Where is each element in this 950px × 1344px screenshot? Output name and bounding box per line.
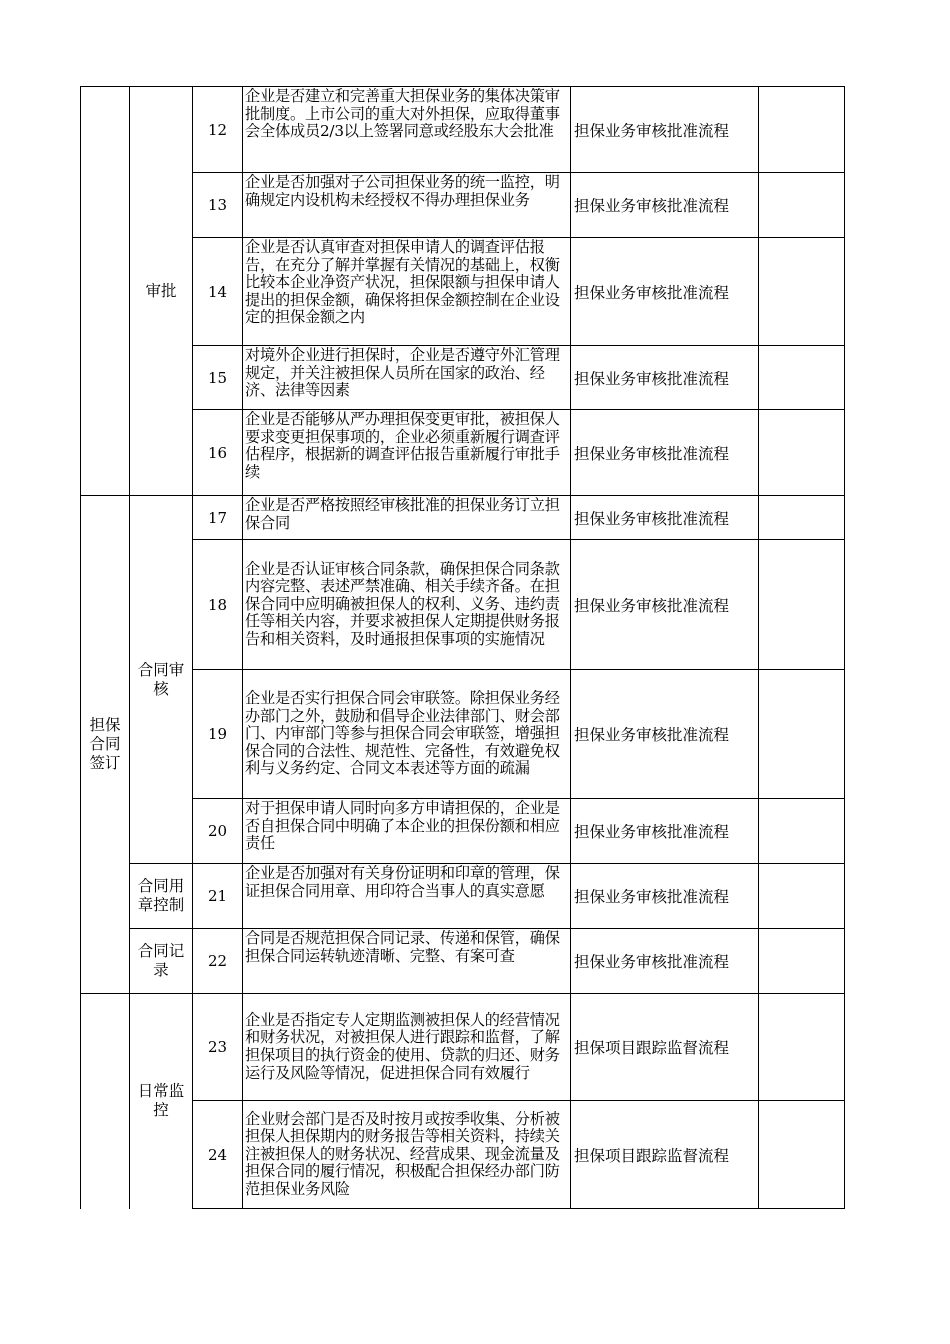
subcategory-cell: 日常监控 <box>130 994 193 1209</box>
blank-cell <box>759 864 845 929</box>
table-row <box>81 1101 845 1209</box>
row-number: 18 <box>193 540 243 670</box>
category-cell <box>81 994 130 1209</box>
process-name: 担保业务审核批准流程 <box>571 540 759 670</box>
row-number: 22 <box>193 929 243 994</box>
blank-cell <box>759 540 845 670</box>
table-row <box>81 496 845 540</box>
row-number: 14 <box>193 238 243 346</box>
row-number: 19 <box>193 670 243 799</box>
blank-cell <box>759 346 845 410</box>
control-description: 对境外企业进行担保时，企业是否遵守外汇管理规定，并关注被担保人员所在国家的政治、经济、法律等因素 <box>243 346 571 410</box>
blank-cell <box>759 929 845 994</box>
control-description: 企业是否能够从严办理担保变更审批，被担保人要求变更担保事项的，企业必须重新履行调查评估程序，根据新的调查评估报告重新履行审批手续 <box>243 410 571 496</box>
blank-cell <box>759 799 845 864</box>
process-name: 担保业务审核批准流程 <box>571 173 759 238</box>
row-number: 17 <box>193 496 243 540</box>
table-row <box>81 238 845 346</box>
row-number: 15 <box>193 346 243 410</box>
blank-cell <box>759 87 845 173</box>
table-row <box>81 410 845 496</box>
process-name: 担保项目跟踪监督流程 <box>571 994 759 1101</box>
subcategory-cell: 合同记录 <box>130 929 193 994</box>
control-description: 企业是否指定专人定期监测被担保人的经营情况和财务状况，对被担保人进行跟踪和监督，了解担保项目的执行资金的使用、贷款的归还、财务运行及风险等情况，促进担保合同有效履行 <box>243 994 571 1101</box>
row-number: 13 <box>193 173 243 238</box>
control-description: 企业是否实行担保合同会审联签。除担保业务经办部门之外，鼓励和倡导企业法律部门、财会部门、内审部门等参与担保合同会审联签，增强担保合同的合法性、规范性、完备性，有效避免权利与义务约定、合同文本表述等方面的疏漏 <box>243 670 571 799</box>
row-number: 16 <box>193 410 243 496</box>
blank-cell <box>759 173 845 238</box>
row-number: 21 <box>193 864 243 929</box>
table-row <box>81 929 845 994</box>
table-row <box>81 346 845 410</box>
control-description: 企业是否加强对子公司担保业务的统一监控，明确规定内设机构未经授权不得办理担保业务 <box>243 173 571 238</box>
subcategory-cell: 合同用章控制 <box>130 864 193 929</box>
control-description: 企业是否认证审核合同条款，确保担保合同条款内容完整、表述严禁准确、相关手续齐备。在担保合同中应明确被担保人的权利、义务、违约责任等相关内容，并要求被担保人定期提供财务报告和相关资料，及时通报担保事项的实施情况 <box>243 540 571 670</box>
subcategory-cell: 合同审核 <box>130 496 193 864</box>
table-row <box>81 864 845 929</box>
subcategory-cell: 审批 <box>130 87 193 496</box>
blank-cell <box>759 410 845 496</box>
category-cell: 担保合同签订 <box>81 496 130 994</box>
blank-cell <box>759 994 845 1101</box>
process-name: 担保业务审核批准流程 <box>571 496 759 540</box>
process-name: 担保业务审核批准流程 <box>571 799 759 864</box>
control-description: 对于担保申请人同时向多方申请担保的，企业是否自担保合同中明确了本企业的担保份额和相应责任 <box>243 799 571 864</box>
table-row <box>81 994 845 1101</box>
process-name: 担保业务审核批准流程 <box>571 864 759 929</box>
process-name: 担保项目跟踪监督流程 <box>571 1101 759 1209</box>
process-name: 担保业务审核批准流程 <box>571 87 759 173</box>
process-name: 担保业务审核批准流程 <box>571 346 759 410</box>
table-row <box>81 87 845 173</box>
control-description: 企业是否加强对有关身份证明和印章的管理，保证担保合同用章、用印符合当事人的真实意愿 <box>243 864 571 929</box>
row-number: 20 <box>193 799 243 864</box>
table-row <box>81 173 845 238</box>
table-row <box>81 670 845 799</box>
process-name: 担保业务审核批准流程 <box>571 929 759 994</box>
process-name: 担保业务审核批准流程 <box>571 238 759 346</box>
control-description: 企业财会部门是否及时按月或按季收集、分析被担保人担保期内的财务报告等相关资料，持续关注被担保人的财务状况、经营成果、现金流量及担保合同的履行情况，积极配合担保经办部门防范担保业务风险 <box>243 1101 571 1209</box>
process-name: 担保业务审核批准流程 <box>571 670 759 799</box>
blank-cell <box>759 670 845 799</box>
blank-cell <box>759 1101 845 1209</box>
guarantee-control-table <box>80 86 845 1209</box>
process-name: 担保业务审核批准流程 <box>571 410 759 496</box>
table-row <box>81 540 845 670</box>
category-cell <box>81 87 130 496</box>
row-number: 12 <box>193 87 243 173</box>
blank-cell <box>759 496 845 540</box>
control-description: 合同是否规范担保合同记录、传递和保管，确保担保合同运转轨迹清晰、完整、有案可查 <box>243 929 571 994</box>
blank-cell <box>759 238 845 346</box>
row-number: 24 <box>193 1101 243 1209</box>
control-description: 企业是否认真审查对担保申请人的调查评估报告，在充分了解并掌握有关情况的基础上，权衡比较本企业净资产状况，担保限额与担保申请人提出的担保金额，确保将担保金额控制在企业设定的担保金额之内 <box>243 238 571 346</box>
table-row <box>81 799 845 864</box>
row-number: 23 <box>193 994 243 1101</box>
control-description: 企业是否建立和完善重大担保业务的集体决策审批制度。上市公司的重大对外担保，应取得董事会全体成员2/3以上签署同意或经股东大会批准 <box>243 87 571 173</box>
control-description: 企业是否严格按照经审核批准的担保业务订立担保合同 <box>243 496 571 540</box>
